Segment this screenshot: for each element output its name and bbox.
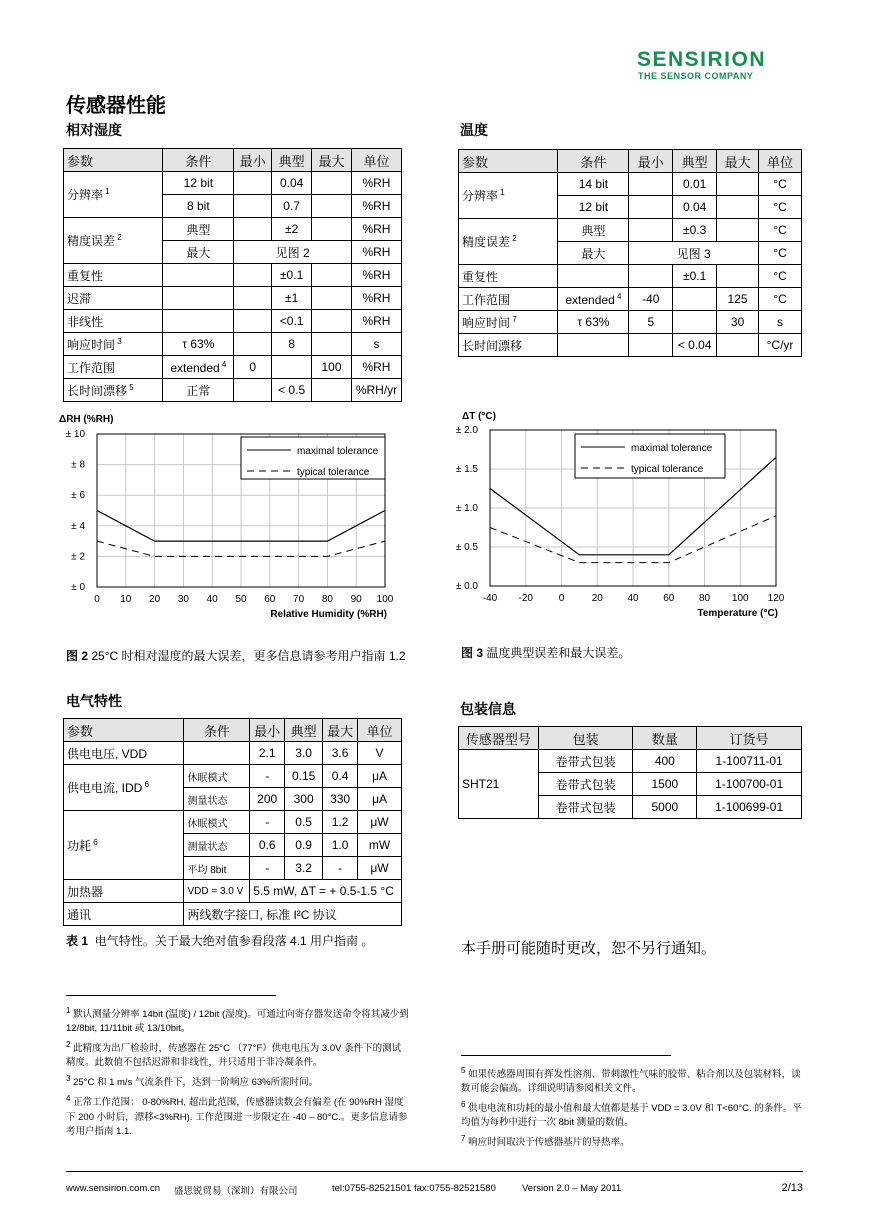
footnote-number: 4 xyxy=(66,1094,71,1104)
x-axis-label: Temperature (°C) xyxy=(697,608,778,619)
typ-cell: 3.2 xyxy=(285,857,323,880)
typ-cell: ±2 xyxy=(272,218,312,241)
table-row xyxy=(64,811,402,834)
max-cell xyxy=(717,196,759,219)
max-cell: 30 xyxy=(717,311,759,334)
min-cell xyxy=(629,173,673,196)
pkg-cell: 卷带式包装 xyxy=(538,750,633,773)
x-tick-label: 100 xyxy=(731,593,749,604)
footnote-ref: 1 xyxy=(103,187,110,196)
footnote-number: 3 xyxy=(66,1074,71,1084)
min-cell xyxy=(234,379,272,402)
typ-cell: 8 xyxy=(272,333,312,356)
max-cell: 125 xyxy=(717,288,759,311)
header-cell: 包装 xyxy=(538,727,633,750)
y-tick-label: ± 6 xyxy=(71,490,85,502)
header-cell: 条件 xyxy=(558,150,629,173)
footnote-ref: 6 xyxy=(142,780,150,789)
footer-version: Version 2.0 – May 2011 xyxy=(522,1183,622,1194)
unit-cell: %RH xyxy=(351,195,401,218)
footnote xyxy=(461,1098,804,1130)
footnote-text: 正常工作范围： 0-80%RH, 超出此范围，传感器读数会有偏差 (在 90%RH 湿度下 200 小时后，漂移<3%RH). 工作范围进一步限定在 -40 – 80°C.。更多信息请参考用户指南 1.1. xyxy=(66,1097,408,1137)
typ-cell xyxy=(673,288,717,311)
unit-cell: V xyxy=(358,742,402,765)
footnote-number: 7 xyxy=(461,1134,466,1144)
unit-cell: μW xyxy=(358,811,402,834)
figure3-label: 图 3 xyxy=(461,646,484,660)
x-tick-label: 50 xyxy=(235,594,247,605)
value-cell: 5.5 mW, ΔT = + 0.5-1.5 °C xyxy=(250,880,402,903)
header-cell: 参数 xyxy=(64,719,184,742)
cond-cell: 最大 xyxy=(163,241,234,264)
max-cell xyxy=(312,218,352,241)
footnote-divider-right xyxy=(461,1055,671,1056)
cond-cell: 典型 xyxy=(558,219,629,242)
table-row xyxy=(459,750,802,773)
cond-cell xyxy=(163,264,234,287)
typ-cell: ±0.3 xyxy=(673,219,717,242)
param-cell: 通讯 xyxy=(64,903,184,926)
param-cell: 精度误差 $^2$ xyxy=(459,219,558,265)
brand-tagline: THE SENSOR COMPANY xyxy=(638,71,754,81)
order-cell: 1-100711-01 xyxy=(697,750,802,773)
footnote-ref: 7 xyxy=(510,314,517,324)
max-cell xyxy=(312,172,352,195)
unit-cell: s xyxy=(759,311,802,334)
header-cell: 最小 xyxy=(629,150,673,173)
table-row xyxy=(459,219,802,242)
max-cell: 1.2 xyxy=(323,811,358,834)
footnote-text: 默认测量分辨率 14bit (温度) / 12bit (湿度)。可通过向寄存器发送命令将其减少到 12/8bit, 11/11bit 或 13/10bit。 xyxy=(66,1009,409,1035)
pkg-cell: 卷带式包装 xyxy=(538,796,633,819)
temp-spec-table xyxy=(458,149,802,357)
unit-cell: mW xyxy=(358,834,402,857)
x-tick-label: 20 xyxy=(591,593,603,604)
param-cell: 响应时间 $^7$ xyxy=(459,311,558,334)
param-cell: 工作范围 xyxy=(459,288,558,311)
figure3-caption xyxy=(461,644,801,661)
cond-cell: extended $^4$ xyxy=(558,288,629,311)
typ-cell: 300 xyxy=(285,788,323,811)
max-cell: 100 xyxy=(312,356,352,379)
x-tick-label: 100 xyxy=(376,594,394,605)
unit-cell: °C xyxy=(759,242,802,265)
footer-divider xyxy=(66,1171,803,1172)
y-tick-label: ± 0 xyxy=(71,582,85,593)
footnote-ref: 6 xyxy=(91,837,98,847)
elec-spec-table xyxy=(63,718,402,926)
min-cell xyxy=(234,264,272,287)
param-cell: 精度误差 $^2$ xyxy=(64,218,163,264)
unit-cell: %RH xyxy=(351,310,401,333)
y-axis-label: ΔT (°C) xyxy=(462,411,496,422)
param-cell: 供电电压, VDD xyxy=(64,742,184,765)
unit-cell: %RH xyxy=(351,172,401,195)
x-tick-label: 0 xyxy=(558,593,565,604)
typ-cell: < 0.04 xyxy=(673,334,717,357)
table-row xyxy=(64,742,402,765)
typ-cell: 0.01 xyxy=(673,173,717,196)
header-cell: 最大 xyxy=(323,719,358,742)
min-cell: 0.6 xyxy=(250,834,285,857)
cond-cell: 休眠模式 xyxy=(184,811,250,834)
table-row xyxy=(64,333,402,356)
typ-cell: <0.1 xyxy=(272,310,312,333)
table-row xyxy=(64,264,402,287)
qty-cell: 5000 xyxy=(633,796,697,819)
header-cell: 条件 xyxy=(163,149,234,172)
footer-tel: tel:0755-82521501 xyxy=(332,1183,412,1194)
header-cell: 参数 xyxy=(459,150,558,173)
rh-spec-table xyxy=(63,148,402,402)
max-cell: 1.0 xyxy=(323,834,358,857)
table1-caption xyxy=(66,932,373,949)
table-row xyxy=(64,310,402,333)
header-cell: 数量 xyxy=(633,727,697,750)
param-cell: 长时间漂移 xyxy=(459,334,558,357)
typ-cell: < 0.5 xyxy=(272,379,312,402)
table-row xyxy=(64,379,402,402)
unit-cell: μW xyxy=(358,857,402,880)
table1-label: 表 1 xyxy=(66,934,89,948)
unit-cell: %RH xyxy=(351,356,401,379)
param-cell: 非线性 xyxy=(64,310,163,333)
cond-cell: extended $^4$ xyxy=(163,356,234,379)
unit-cell: μA xyxy=(358,765,402,788)
min-cell xyxy=(629,196,673,219)
footnote xyxy=(66,1072,409,1090)
table-row xyxy=(64,287,402,310)
y-tick-label: ± 2 xyxy=(71,551,85,563)
max-cell: - xyxy=(323,857,358,880)
cond-cell: 最大 xyxy=(558,242,629,265)
x-tick-label: 30 xyxy=(177,594,189,605)
value-cell: 两线数字接口, 标准 I²C 协议 xyxy=(184,903,402,926)
footnotes-left xyxy=(66,1004,409,1141)
figure3-text: 温度典型误差和最大误差。 xyxy=(486,646,631,660)
y-tick-label: ± 2.0 xyxy=(455,425,478,436)
order-cell: 1-100700-01 xyxy=(697,773,802,796)
cond-cell: 正常 xyxy=(163,379,234,402)
max-cell xyxy=(312,379,352,402)
header-cell: 典型 xyxy=(272,149,312,172)
legend-label: typical tolerance xyxy=(297,467,370,478)
footnote-number: 6 xyxy=(461,1100,466,1110)
x-tick-label: 40 xyxy=(627,593,639,604)
table-header-row xyxy=(64,719,402,742)
min-cell xyxy=(234,195,272,218)
footnote-ref: 5 xyxy=(127,382,134,392)
header-cell: 最小 xyxy=(234,149,272,172)
y-tick-label: ± 8 xyxy=(71,459,85,471)
y-tick-label: ± 10 xyxy=(65,429,85,440)
cond-cell: 14 bit xyxy=(558,173,629,196)
footnote-text: 此精度为出厂检验时，传感器在 25°C （77°F）供电电压为 3.0V 条件下的测试精度。此数值不包括迟滞和非线性，并只适用于非冷凝条件。 xyxy=(66,1043,402,1069)
typ-cell: ±0.1 xyxy=(272,264,312,287)
temp-tolerance-chart xyxy=(452,405,802,635)
max-cell xyxy=(717,173,759,196)
table-row xyxy=(459,173,802,196)
table-row xyxy=(459,334,802,357)
typ-cell: 见图 3 xyxy=(629,242,759,265)
max-cell xyxy=(717,265,759,288)
cond-cell xyxy=(184,742,250,765)
min-cell xyxy=(629,265,673,288)
pkg-section-title: 包装信息 xyxy=(460,702,516,718)
table-row xyxy=(459,265,802,288)
typ-cell: 0.7 xyxy=(272,195,312,218)
cond-cell: 8 bit xyxy=(163,195,234,218)
typ-cell: ±1 xyxy=(272,287,312,310)
pkg-table xyxy=(458,726,802,819)
y-tick-label: ± 4 xyxy=(71,520,85,532)
max-cell: 0.4 xyxy=(323,765,358,788)
table-row xyxy=(64,880,402,903)
max-cell xyxy=(312,287,352,310)
header-cell: 订货号 xyxy=(697,727,802,750)
footer-company: 盛思锐贸易（深圳）有限公司 xyxy=(174,1186,298,1197)
param-cell: 分辨率 $^1$ xyxy=(64,172,163,218)
typ-cell xyxy=(673,311,717,334)
cond-cell: 休眠模式 xyxy=(184,765,250,788)
param-cell: 功耗 $^6$ xyxy=(64,811,184,880)
notice-text: 本手册可能随时更改，恕不另行通知。 xyxy=(461,939,717,957)
table-row xyxy=(64,903,402,926)
rh-section-title: 相对湿度 xyxy=(66,123,122,139)
footnote xyxy=(461,1064,804,1096)
min-cell xyxy=(234,172,272,195)
typ-cell xyxy=(272,356,312,379)
footnote xyxy=(66,1038,409,1070)
min-cell: - xyxy=(250,857,285,880)
page-title: 传感器性能 xyxy=(66,93,166,117)
param-cell: 长时间漂移 $^5$ xyxy=(64,379,163,402)
header-cell: 最大 xyxy=(717,150,759,173)
footnote-divider-left xyxy=(66,995,276,996)
unit-cell: °C xyxy=(759,288,802,311)
unit-cell: °C xyxy=(759,173,802,196)
table-header-row xyxy=(459,727,802,750)
x-tick-label: 80 xyxy=(698,593,711,604)
table-header-row xyxy=(64,149,402,172)
max-cell: 330 xyxy=(323,788,358,811)
typ-cell: 0.9 xyxy=(285,834,323,857)
header-cell: 最大 xyxy=(312,149,352,172)
table-header-row xyxy=(459,150,802,173)
cond-cell xyxy=(558,265,629,288)
figure2-caption xyxy=(66,647,406,665)
cond-cell: 测量状态 xyxy=(184,788,250,811)
max-cell xyxy=(312,333,352,356)
cond-cell: τ 63% xyxy=(558,311,629,334)
footer-page: 2/13 xyxy=(781,1182,803,1194)
figure2-text: 25°C 时相对湿度的最大误差，更多信息请参考用户指南 1.2 xyxy=(91,649,406,663)
header-cell: 单位 xyxy=(358,719,402,742)
table1-text: 电气特性。关于最大绝对值参看段落 4.1 用户指南 。 xyxy=(94,934,374,948)
param-cell: 重复性 xyxy=(459,265,558,288)
min-cell xyxy=(234,218,272,241)
y-tick-label: ± 0.5 xyxy=(455,542,478,553)
cond-cell: 典型 xyxy=(163,218,234,241)
min-cell xyxy=(629,334,673,357)
param-cell: 工作范围 xyxy=(64,356,163,379)
min-cell xyxy=(234,333,272,356)
table-row xyxy=(459,288,802,311)
cond-cell: 12 bit xyxy=(163,172,234,195)
min-cell: 0 xyxy=(234,356,272,379)
footnote-text: 供电电流和功耗的最小值和最大值都是基于 VDD = 3.0V 和 T<60°C. 的条件。平均值为每秒中进行一次 8bit 测量的数值。 xyxy=(461,1103,802,1129)
header-cell: 条件 xyxy=(184,719,250,742)
typ-cell: 见图 2 xyxy=(234,241,352,264)
min-cell: - xyxy=(250,765,285,788)
order-cell: 1-100699-01 xyxy=(697,796,802,819)
footer-url: www.sensirion.com.cn xyxy=(66,1183,160,1194)
header-cell: 单位 xyxy=(759,150,802,173)
unit-cell: μA xyxy=(358,788,402,811)
max-cell: 3.6 xyxy=(323,742,358,765)
table-row xyxy=(459,311,802,334)
min-cell xyxy=(234,287,272,310)
x-tick-label: 70 xyxy=(293,594,305,605)
legend-label: typical tolerance xyxy=(631,464,704,475)
x-tick-label: 60 xyxy=(264,594,276,605)
qty-cell: 400 xyxy=(633,750,697,773)
rh-tolerance-chart xyxy=(55,408,405,638)
param-cell: 加热器 xyxy=(64,880,184,903)
footnote-number: 2 xyxy=(66,1040,71,1050)
footnote-ref: 2 xyxy=(115,233,122,242)
cond-cell: τ 63% xyxy=(163,333,234,356)
header-cell: 典型 xyxy=(673,150,717,173)
x-tick-label: 90 xyxy=(350,594,362,605)
typ-cell: 0.04 xyxy=(272,172,312,195)
cond-cell: 测量状态 xyxy=(184,834,250,857)
footnote-number: 1 xyxy=(66,1006,71,1015)
footnote-text: 25°C 和 1 m/s 气流条件下，达到一阶响应 63%所需时间。 xyxy=(70,1077,319,1089)
min-cell xyxy=(234,310,272,333)
y-tick-label: ± 1.5 xyxy=(455,464,478,475)
header-cell: 典型 xyxy=(285,719,323,742)
max-cell xyxy=(312,310,352,333)
unit-cell: %RH xyxy=(351,218,401,241)
min-cell: 2.1 xyxy=(250,742,285,765)
unit-cell: s xyxy=(351,333,401,356)
qty-cell: 1500 xyxy=(633,773,697,796)
min-cell xyxy=(629,219,673,242)
typ-cell: ±0.1 xyxy=(673,265,717,288)
figure2-label: 图 2 xyxy=(66,649,89,663)
typ-cell: 0.5 xyxy=(285,811,323,834)
footnotes-right xyxy=(461,1064,804,1152)
footnote-number: 5 xyxy=(461,1066,466,1075)
header-cell: 参数 xyxy=(64,149,163,172)
unit-cell: °C xyxy=(759,196,802,219)
min-cell: 200 xyxy=(250,788,285,811)
footnote-ref: 3 xyxy=(115,336,122,346)
footnote-text: 如果传感器周围有挥发性溶剂、带刺激性气味的胶带、粘合剂以及包装材料，读数可能会偏高。详细说明请参阅相关文件。 xyxy=(461,1069,801,1095)
y-tick-label: ± 1.0 xyxy=(455,503,478,514)
param-cell: 响应时间 $^3$ xyxy=(64,333,163,356)
y-axis-label: ΔRH (%RH) xyxy=(59,414,114,425)
footnote-text: 响应时间取决于传感器基片的导热率。 xyxy=(465,1137,630,1149)
cond-cell xyxy=(163,310,234,333)
max-cell xyxy=(717,219,759,242)
x-tick-label: 0 xyxy=(94,594,100,605)
x-tick-label: -40 xyxy=(482,593,498,604)
typ-cell: 0.15 xyxy=(285,765,323,788)
unit-cell: °C xyxy=(759,219,802,242)
model-cell: SHT21 xyxy=(459,750,539,819)
footnote xyxy=(461,1132,804,1150)
legend-label: maximal tolerance xyxy=(297,446,379,457)
typ-cell: 0.04 xyxy=(673,196,717,219)
footnote-ref: 1 xyxy=(498,188,505,197)
temp-section-title: 温度 xyxy=(460,123,488,139)
table-row xyxy=(64,356,402,379)
unit-cell: %RH xyxy=(351,241,401,264)
cond-cell: 12 bit xyxy=(558,196,629,219)
table-row xyxy=(64,765,402,788)
footnote xyxy=(66,1092,409,1138)
param-cell: 供电电流, IDD $^6$ xyxy=(64,765,184,811)
param-cell: 重复性 xyxy=(64,264,163,287)
min-cell: 5 xyxy=(629,311,673,334)
x-tick-label: 10 xyxy=(120,594,132,605)
max-cell xyxy=(312,264,352,287)
x-tick-label: 60 xyxy=(663,593,675,604)
cond-cell: 平均 8bit xyxy=(184,857,250,880)
brand-logo: SENSIRION xyxy=(637,48,767,71)
y-tick-label: ± 0.0 xyxy=(455,581,478,592)
x-tick-label: -20 xyxy=(518,593,533,604)
footnote-ref: 4 xyxy=(614,291,622,301)
max-cell xyxy=(717,334,759,357)
unit-cell: °C/yr xyxy=(759,334,802,357)
typ-cell: 3.0 xyxy=(285,742,323,765)
x-tick-label: 120 xyxy=(767,593,785,604)
header-cell: 传感器型号 xyxy=(459,727,539,750)
min-cell: -40 xyxy=(629,288,673,311)
cond-cell: VDD = 3.0 V xyxy=(184,880,250,903)
header-cell: 单位 xyxy=(351,149,401,172)
table-row xyxy=(64,172,402,195)
unit-cell: %RH xyxy=(351,287,401,310)
elec-section-title: 电气特性 xyxy=(66,694,122,710)
pkg-cell: 卷带式包装 xyxy=(538,773,633,796)
unit-cell: %RH xyxy=(351,264,401,287)
legend-label: maximal tolerance xyxy=(631,443,713,454)
max-cell xyxy=(312,195,352,218)
footnote-ref: 4 xyxy=(219,359,227,369)
table-row xyxy=(64,218,402,241)
header-cell: 最小 xyxy=(250,719,285,742)
unit-cell: %RH/yr xyxy=(351,379,401,402)
x-tick-label: 40 xyxy=(206,594,218,605)
cond-cell xyxy=(163,287,234,310)
x-axis-label: Relative Humidity (%RH) xyxy=(270,609,387,620)
x-tick-label: 80 xyxy=(321,594,333,605)
param-cell: 分辨率 $^1$ xyxy=(459,173,558,219)
footer-fax: fax:0755-82521580 xyxy=(414,1183,496,1194)
x-tick-label: 20 xyxy=(149,594,161,605)
footnote xyxy=(66,1004,409,1036)
param-cell: 迟滞 xyxy=(64,287,163,310)
footnote-ref: 2 xyxy=(510,234,517,243)
cond-cell xyxy=(558,334,629,357)
min-cell: - xyxy=(250,811,285,834)
unit-cell: °C xyxy=(759,265,802,288)
